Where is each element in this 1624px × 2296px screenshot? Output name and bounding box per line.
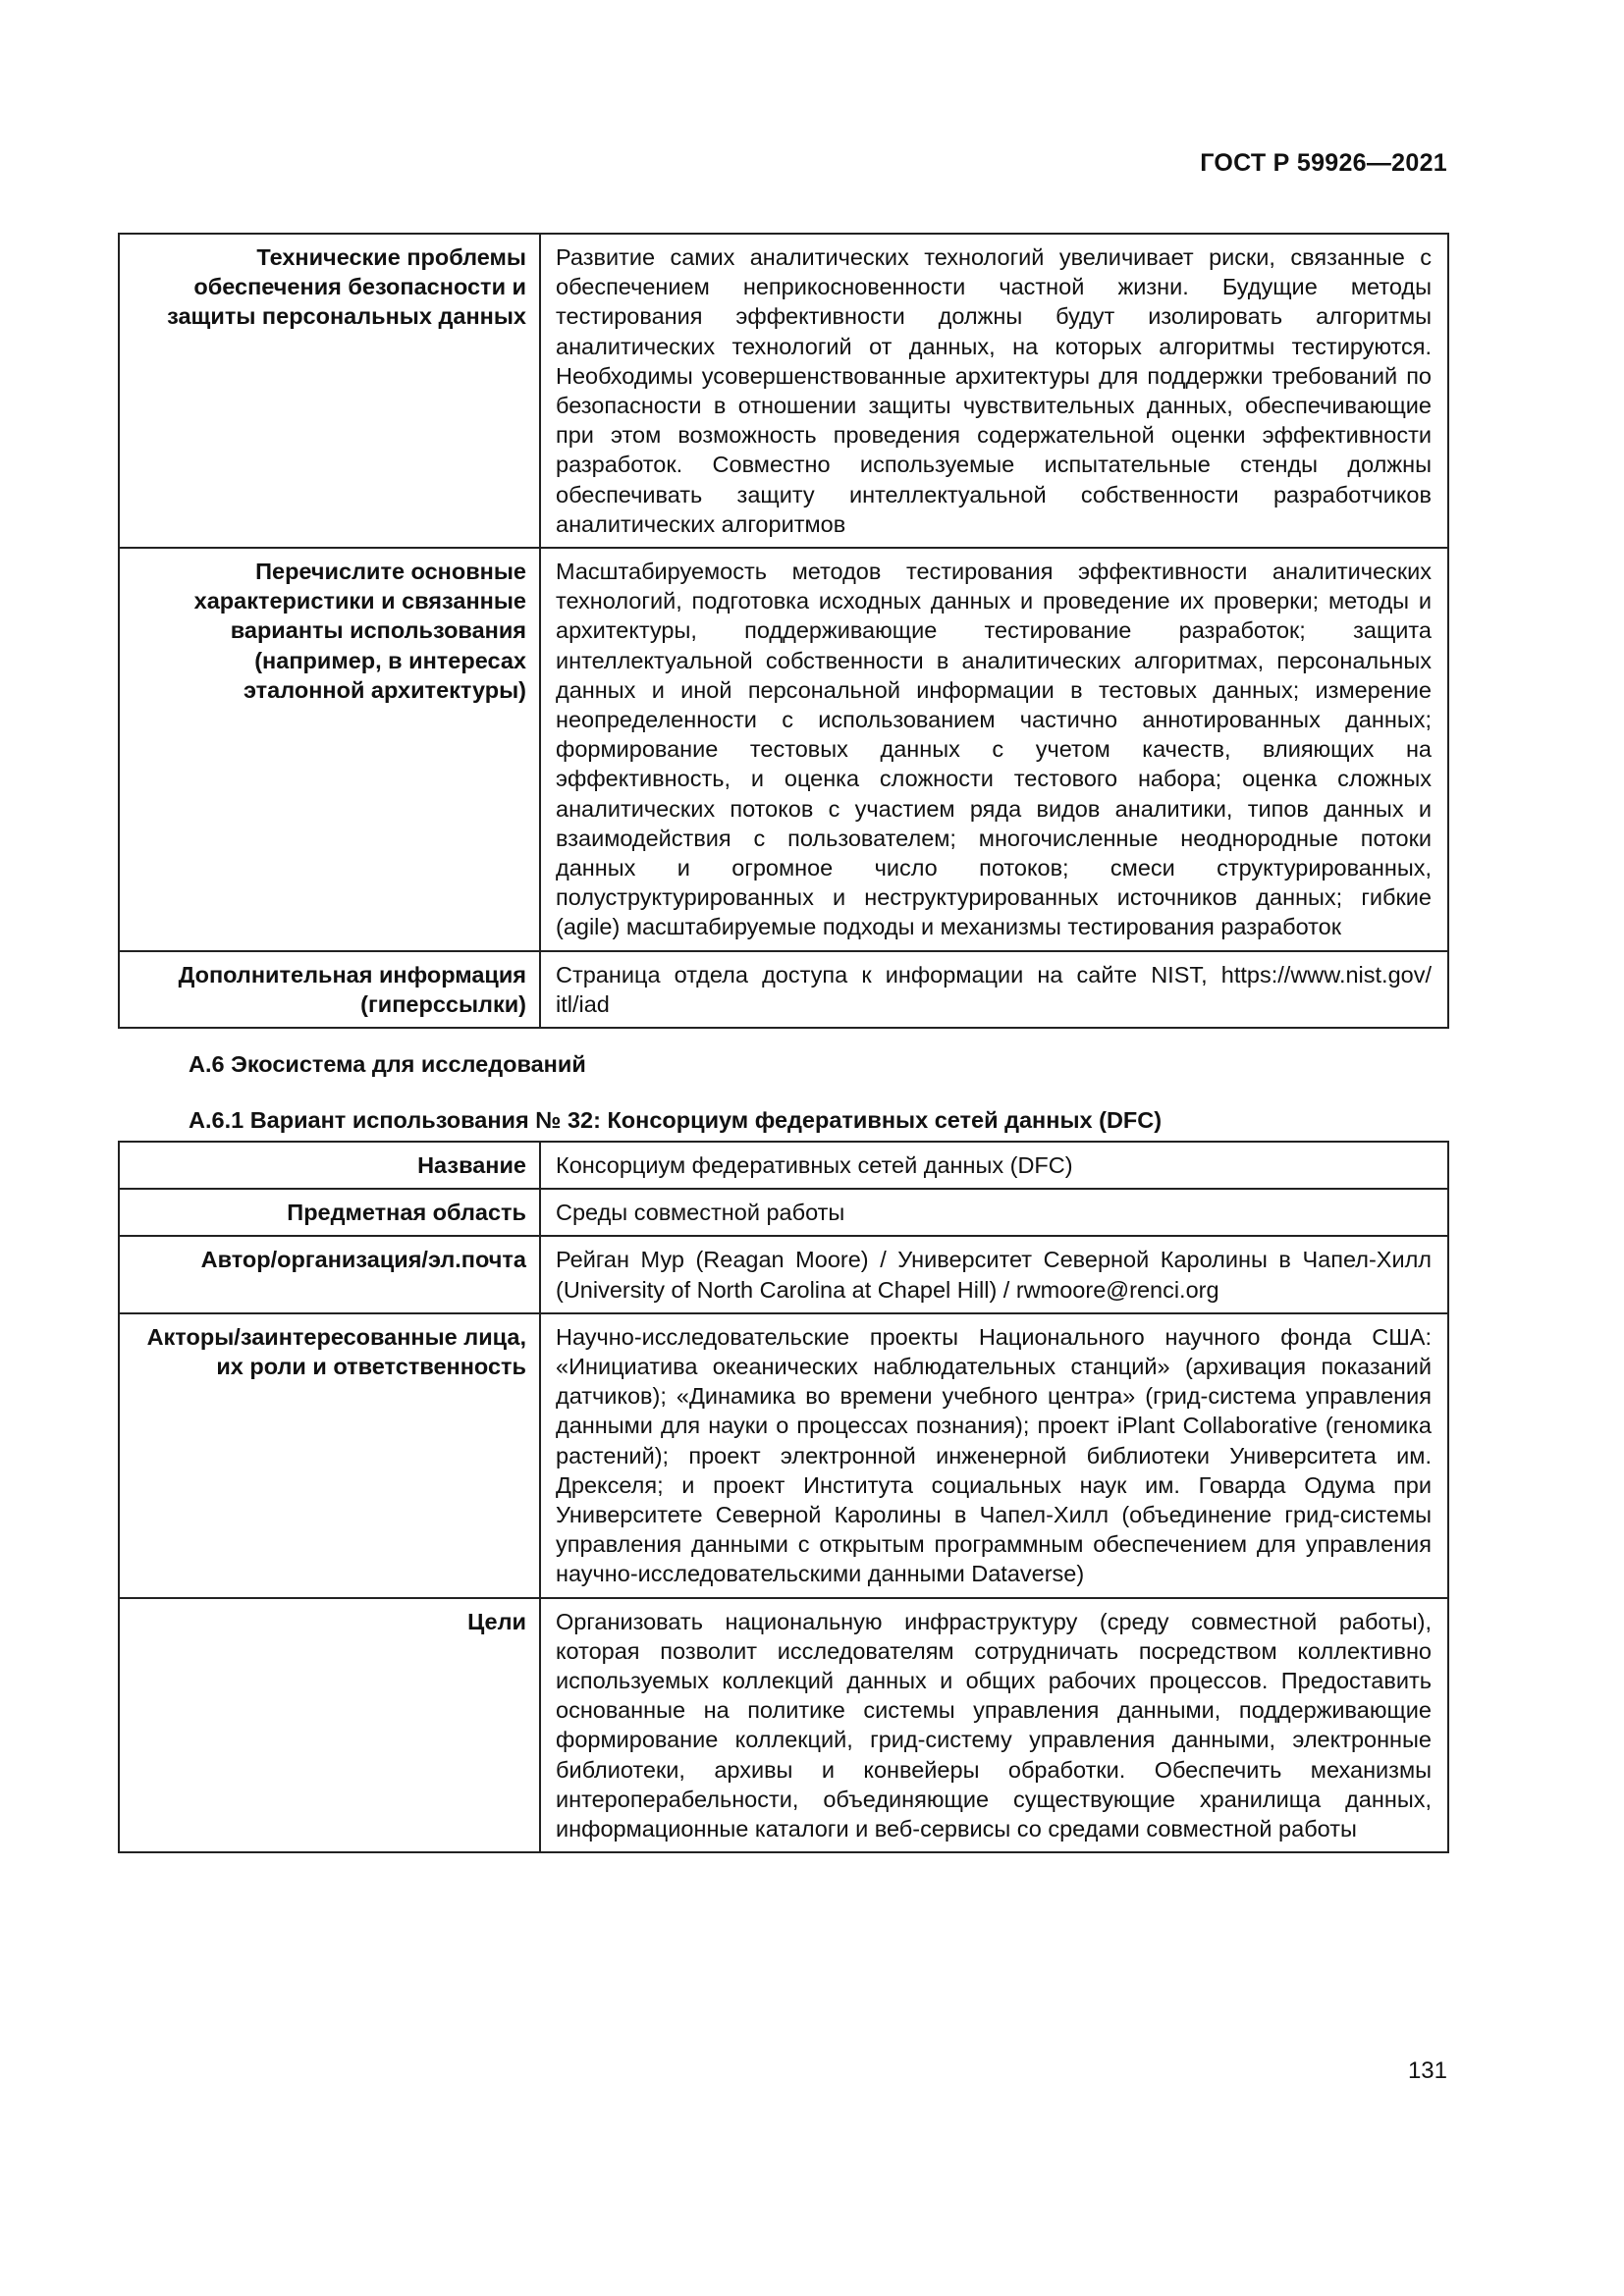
- table-row: [119, 1236, 1448, 1312]
- row-value-author: Рейган Мур (Reagan Moore) / Университет Северной Каролины в Чапел-Хилл (University of North Carolina at Chapel Hill) / rwmoore@renci.org: [540, 1236, 1448, 1312]
- section-heading-a6: А.6 Экосистема для исследований: [189, 1051, 586, 1077]
- row-value-security-privacy: Развитие самих аналитических технологий увеличивает риски, связанные с обеспечением неприкосновенности частной жизни. Будущие методы тестирования эффективности должны будут изолировать алгоритмы аналитических технологий от данных, на которых алгоритмы тестируются. Необходимы усовершенствованные архитектуры для поддержки требований по безопасности в отношении защиты чувствительных данных, обеспечивающие при этом возможность проведения содержательной оценки эффективности разработок. Совместно используемые испытательные стенды должны обеспечивать защиту интеллектуальной собственности разработчиков аналитических алгоритмов: [540, 234, 1448, 548]
- row-value-goals: Организовать национальную инфраструктуру (среду совместной работы), которая позволит исследователям сотрудничать посредством коллективно используемых коллекций данных и общих рабочих процессов. Предоставить основанные на политике системы управления данными, поддерживающие формирование коллекций, грид-систему управления данными, электронные библиотеки, архивы и конвейеры обработки. Обеспечить механизмы интероперабельности, объединяющие существующие хранилища данных, информационные каталоги и веб-сервисы со средами совместной работы: [540, 1598, 1448, 1853]
- row-label-additional-info: Дополнительная информация (гиперссылки): [119, 951, 540, 1028]
- row-label-subject-area: Предметная область: [119, 1189, 540, 1236]
- row-label-author: Автор/организация/эл.почта: [119, 1236, 540, 1312]
- standard-code: ГОСТ Р 59926—2021: [1200, 149, 1447, 177]
- table-row: [119, 1142, 1448, 1189]
- table-row: [119, 1189, 1448, 1236]
- row-label-actors: Акторы/заинтересованные лица, их роли и ответственность: [119, 1313, 540, 1598]
- row-value-actors: Научно-исследовательские проекты Национального научного фонда США: «Инициатива океанических наблюдательных станций» (архивация показаний датчиков); «Динамика во времени учебного центра» (грид-система управления данными для науки о процессах познания); проект iPlant Collaborative (геномика растений); проект электронной инженерной библиотеки Университета им. Дрекселя; и проект Института социальных наук им. Говарда Одума при Университете Северной Каролины в Чапел-Хилл (объединение грид-системы управления данными с открытым программным обеспечением для управления научно-исследовательскими данными Dataverse): [540, 1313, 1448, 1598]
- table-row: [119, 1598, 1448, 1853]
- row-value-additional-info: Страница отдела доступа к информации на сайте NIST, https://www.nist.gov/ itl/iad: [540, 951, 1448, 1028]
- use-case-table-continued: [118, 233, 1449, 1029]
- row-value-key-characteristics: Масштабируемость методов тестирования эффективности аналитических технологий, подготовка исходных данных и проведение их проверки; методы и архитектуры, поддерживающие тестирование разработок; защита интеллектуальной собственности в аналитических алгоритмах, персональных данных и иной персональной информации в тестовых данных; измерение неопределенности с использованием частично аннотированных данных; формирование тестовых данных с учетом качеств, влияющих на эффективность, и оценка сложности тестового набора; оценка сложных аналитических потоков с участием ряда видов аналитики, типов данных и взаимодействия с пользователем; многочисленные неоднородные потоки данных и огромное число потоков; смеси структурированных, полуструктурированных и неструктурированных источников данных; гибкие (agile) масштабируемые подходы и механизмы тестирования разработок: [540, 548, 1448, 951]
- row-label-key-characteristics: Перечислите основные характеристики и связанные варианты использования (например, в интересах эталонной архитектуры): [119, 548, 540, 951]
- table-row: [119, 234, 1448, 548]
- row-label-title: Название: [119, 1142, 540, 1189]
- row-value-title: Консорциум федеративных сетей данных (DFC): [540, 1142, 1448, 1189]
- use-case-32-table: [118, 1141, 1449, 1853]
- table-row: [119, 1313, 1448, 1598]
- row-label-security-privacy: Технические проблемы обеспечения безопасности и защиты персональных данных: [119, 234, 540, 548]
- table-row: [119, 548, 1448, 951]
- row-label-goals: Цели: [119, 1598, 540, 1853]
- page-number: 131: [1407, 2057, 1447, 2084]
- table-row: [119, 951, 1448, 1028]
- row-value-subject-area: Среды совместной работы: [540, 1189, 1448, 1236]
- section-heading-a6-1: А.6.1 Вариант использования № 32: Консорциум федеративных сетей данных (DFC): [189, 1107, 1163, 1133]
